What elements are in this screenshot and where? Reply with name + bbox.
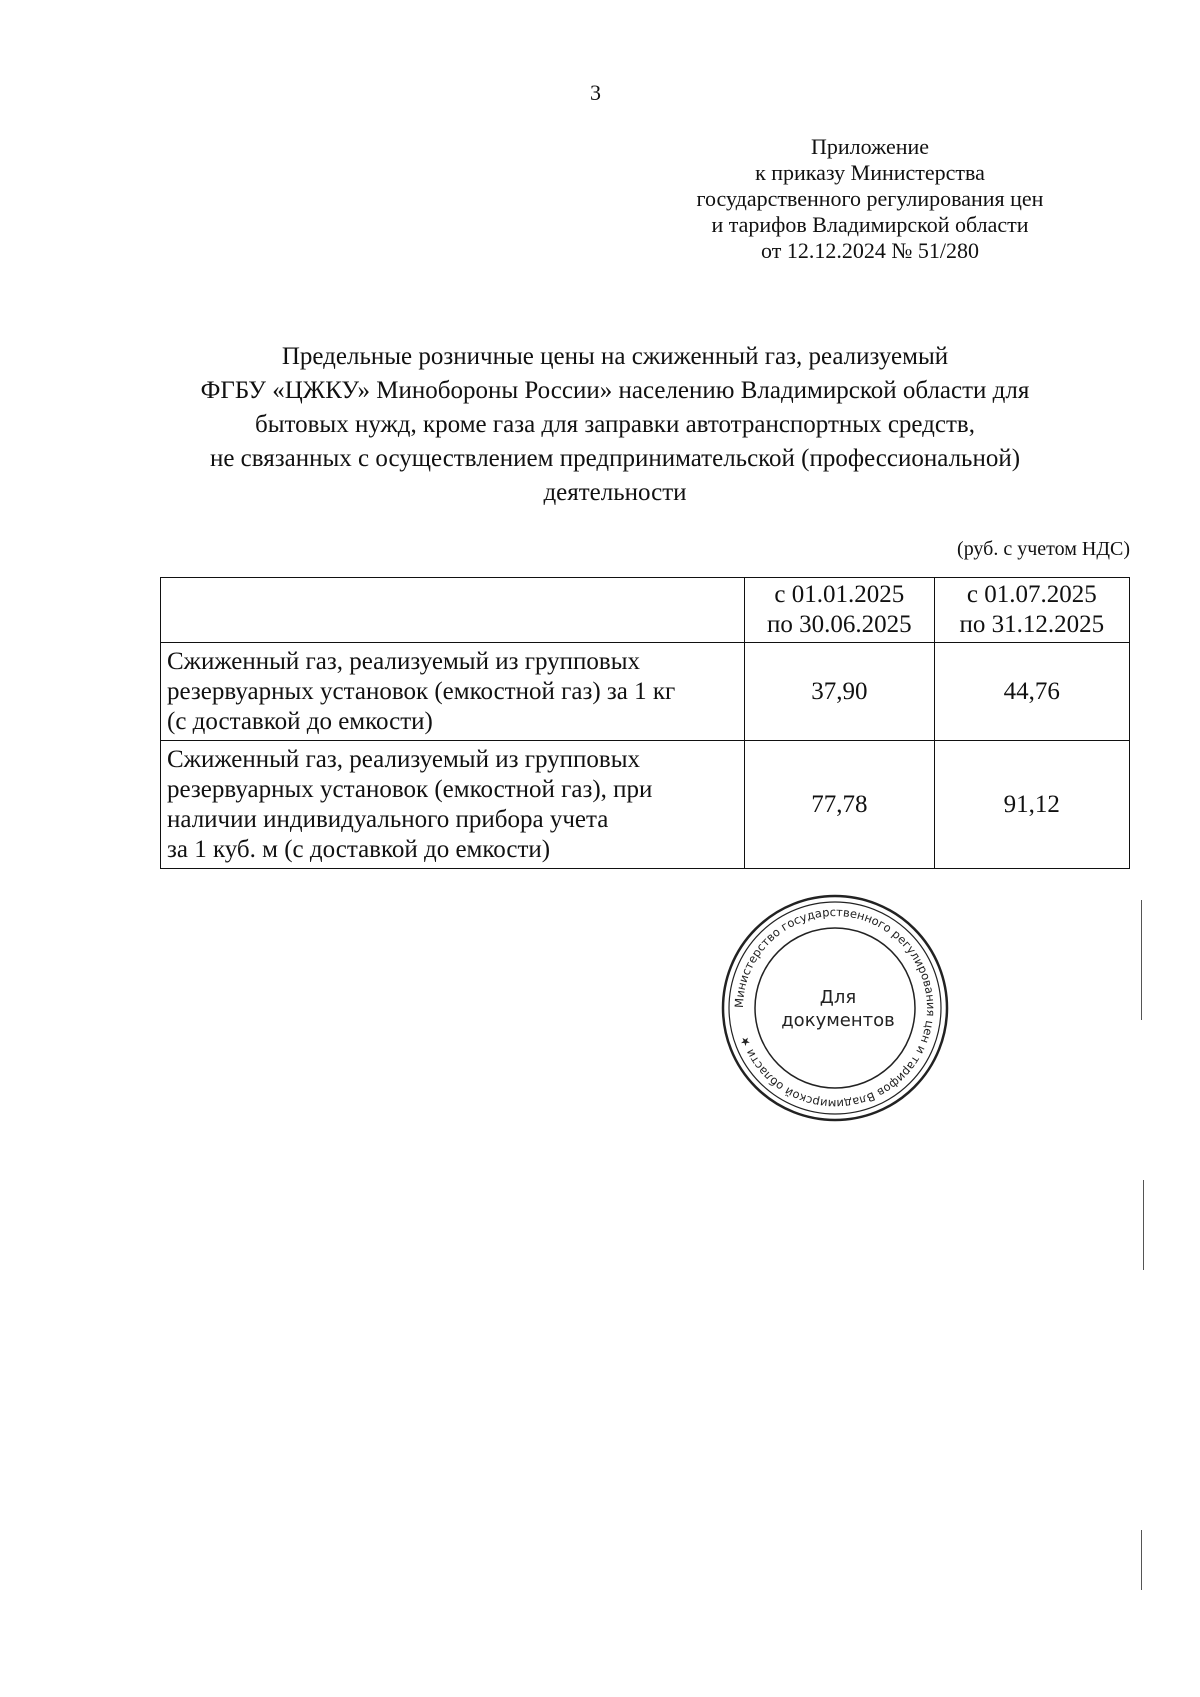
appendix-line: к приказу Министерства: [755, 160, 985, 185]
title-line: не связанных с осуществлением предпринимательской (профессиональной): [209, 445, 1021, 472]
title-line: ФГБУ «ЦЖКУ» Минобороны России» населению Владимирской области для: [200, 377, 1030, 404]
stamp-ring-text: [732, 905, 938, 1111]
table-row: [161, 643, 1130, 741]
period-end: по 31.12.2025: [959, 611, 1105, 638]
scan-edge-mark: [1143, 1180, 1144, 1270]
row-name-line: Сжиженный газ, реализуемый из групповых: [167, 745, 640, 773]
appendix-line: Приложение: [810, 134, 930, 159]
appendix-date-line: от 12.12.2024 № 51/280: [761, 238, 979, 263]
title-line: Предельные розничные цены на сжиженный газ, реализуемый: [281, 343, 949, 370]
row-name-line: резервуарных установок (емкостной газ), при: [167, 775, 653, 803]
row-name-cell: [161, 741, 745, 869]
table-row: [161, 741, 1130, 869]
stamp-inner-ring: [755, 928, 915, 1088]
price-cell-period-2: 44,76: [934, 643, 1129, 741]
table-header-row: [161, 578, 1130, 643]
row-name-line: резервуарных установок (емкостной газ) за 1 кг: [167, 677, 676, 705]
appendix-header: [660, 134, 1080, 264]
row-name-line: Сжиженный газ, реализуемый из групповых: [167, 647, 640, 675]
period-end: по 30.06.2025: [766, 611, 912, 638]
title-line: бытовых нужд, кроме газа для заправки автотранспортных средств,: [255, 411, 975, 438]
row-name-cell: [161, 643, 745, 741]
official-stamp: [720, 893, 950, 1123]
price-cell-period-2: 91,12: [934, 741, 1129, 869]
header-cell-empty: [161, 578, 745, 643]
page-number: 3: [590, 80, 601, 105]
stamp-graphic: [720, 893, 950, 1123]
row-name-line: наличии индивидуального прибора учета: [167, 805, 609, 833]
price-table: [160, 577, 1130, 869]
document-title: [150, 340, 1080, 510]
stamp-center-line: документов: [781, 1010, 895, 1031]
stamp-ring-textpath: Министерство государственного регулирования цен и тарифов Владимирской области ★: [731, 904, 939, 1112]
stamp-second-ring: [729, 902, 941, 1114]
row-name-line: (с доставкой до емкости): [167, 707, 433, 735]
appendix-line: и тарифов Владимирской области: [711, 212, 1029, 237]
scan-edge-mark: [1141, 1530, 1142, 1590]
period-start: с 01.07.2025: [966, 581, 1097, 608]
appendix-line: государственного регулирования цен: [696, 186, 1044, 211]
scan-edge-mark: [1141, 900, 1142, 1020]
title-line: деятельности: [543, 479, 687, 506]
header-cell-period-2: [934, 578, 1129, 643]
unit-note: (руб. с учетом НДС): [957, 538, 1130, 560]
period-start: с 01.01.2025: [774, 581, 905, 608]
price-cell-period-1: 37,90: [745, 643, 935, 741]
stamp-center-line: Для: [819, 987, 857, 1008]
stamp-outer-ring: [723, 896, 947, 1120]
price-cell-period-1: 77,78: [745, 741, 935, 869]
header-cell-period-1: [745, 578, 935, 643]
row-name-line: за 1 куб. м (с доставкой до емкости): [167, 835, 551, 863]
